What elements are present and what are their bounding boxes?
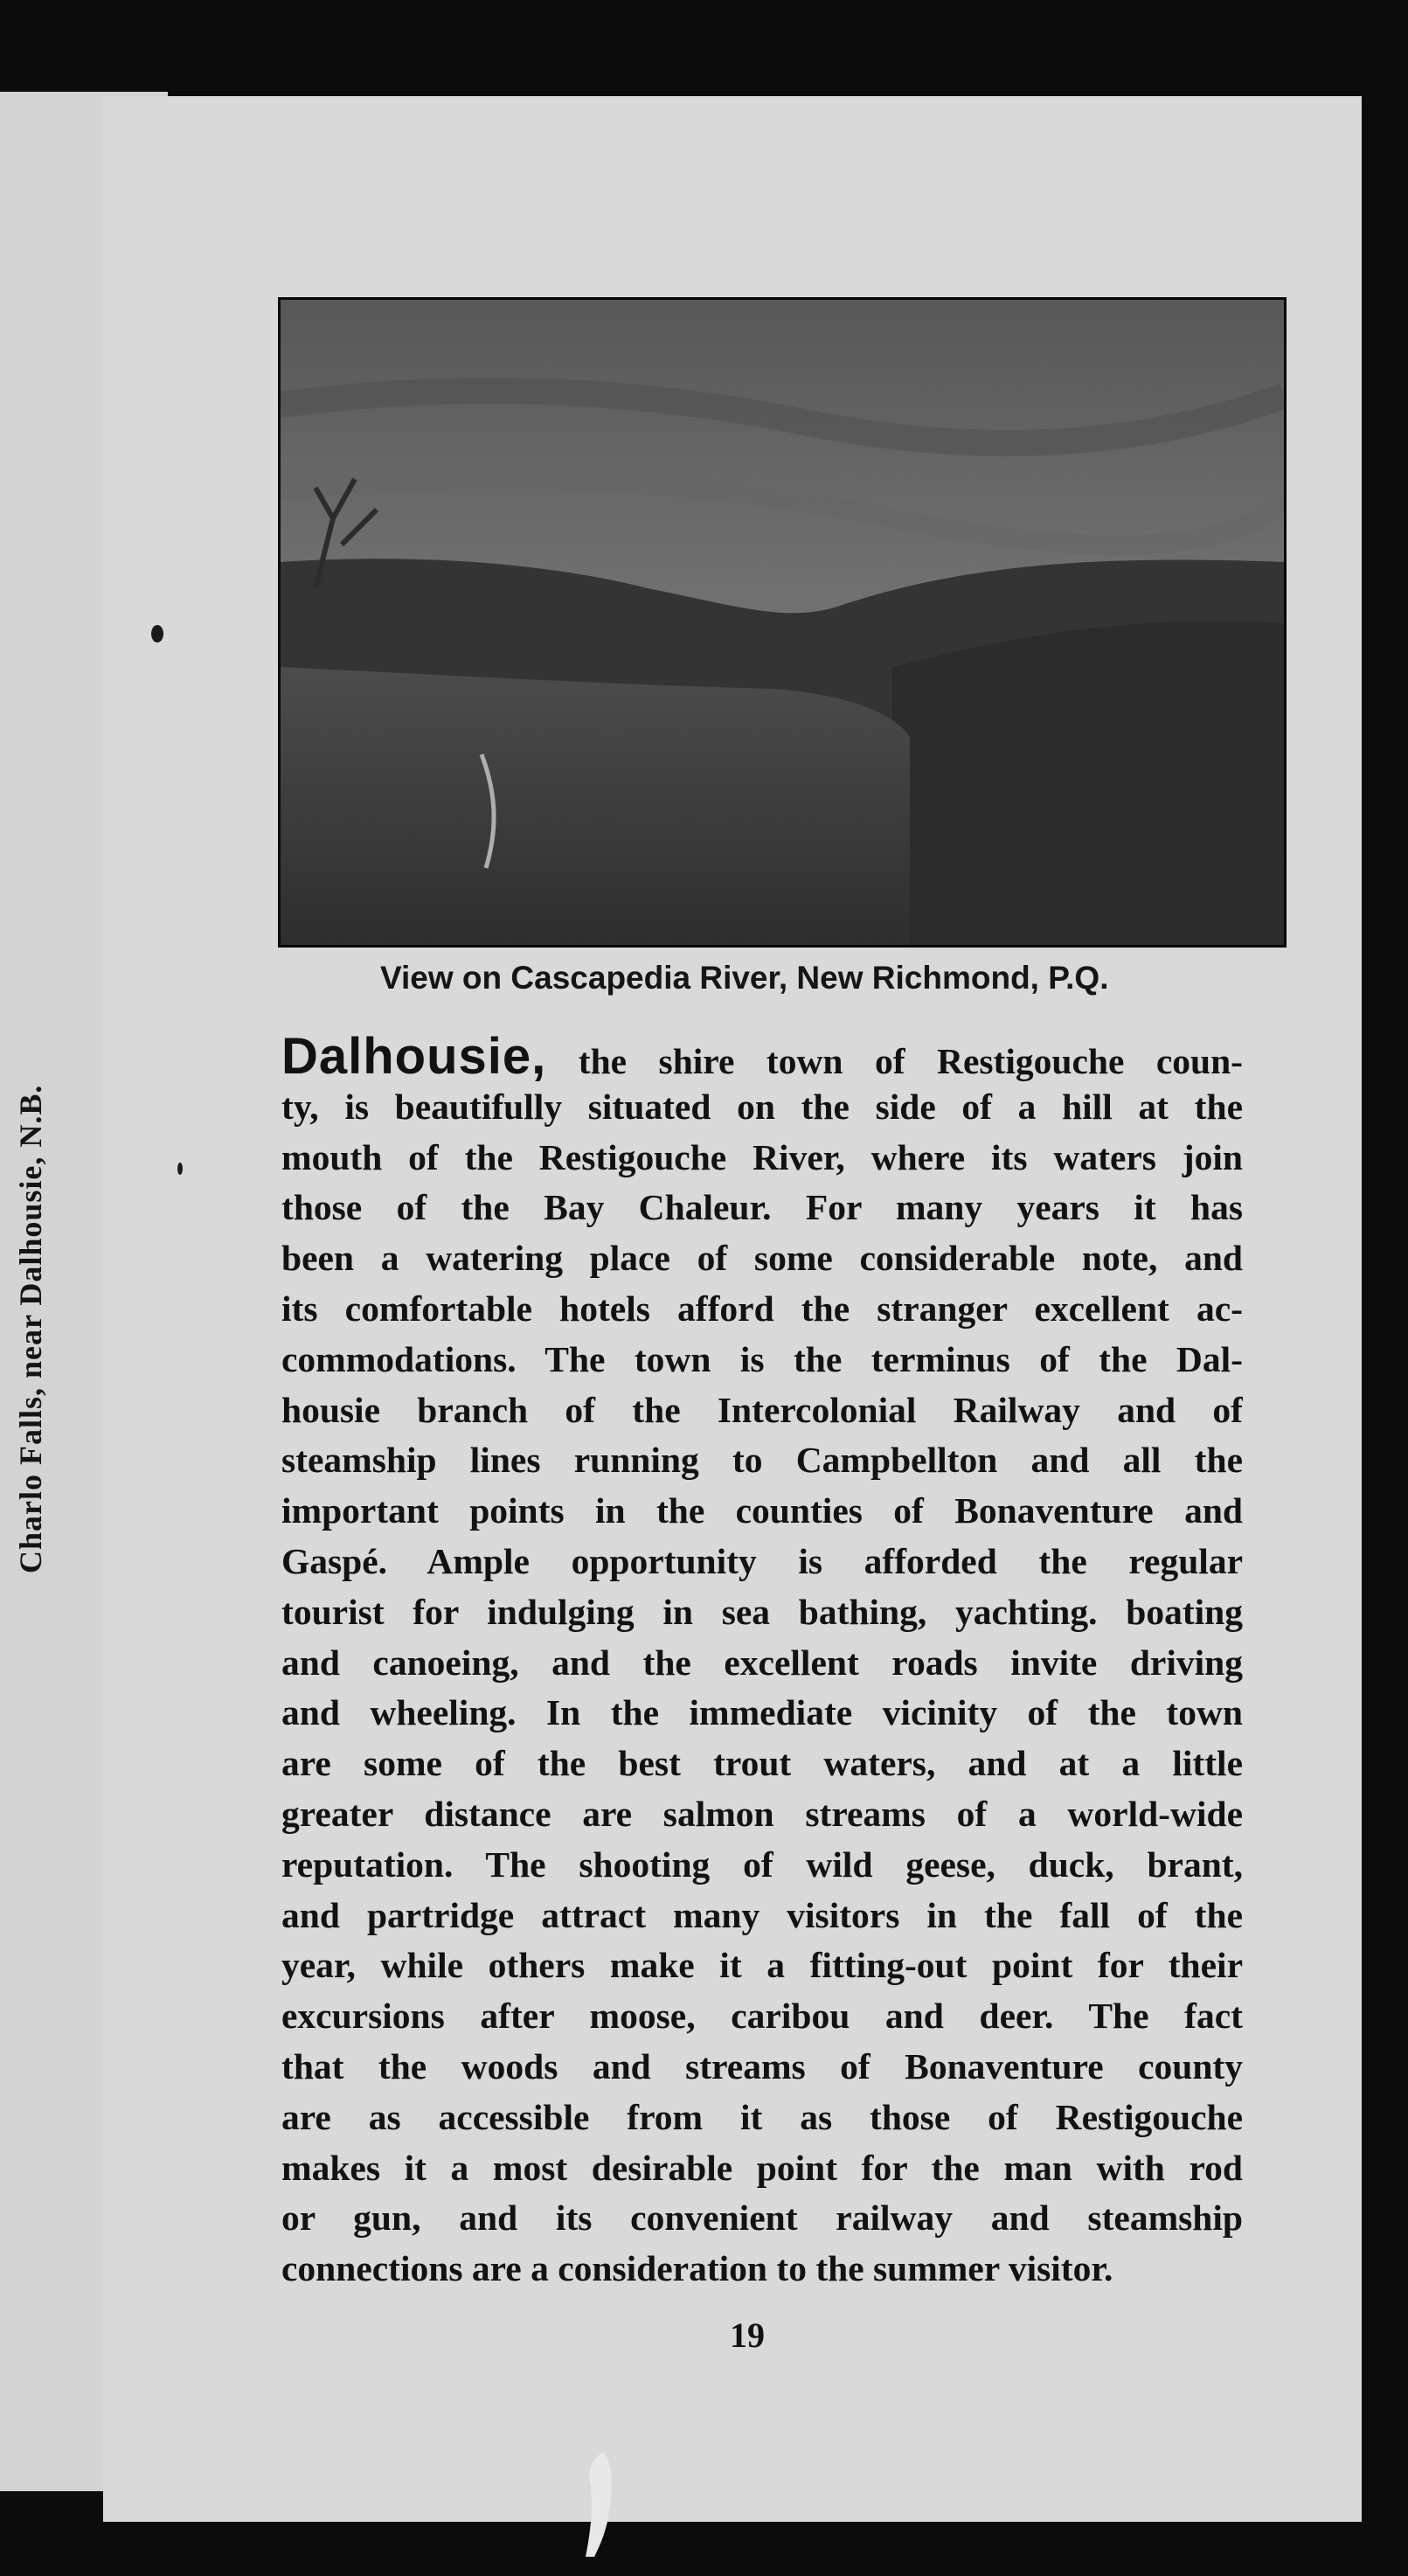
paragraph-line: those of the Bay Chaleur. For many years it has xyxy=(281,1187,1243,1228)
paragraph-line xyxy=(281,1031,1243,1082)
paragraph-line: are as accessible from it as those of Restigouche xyxy=(281,2096,1243,2137)
paragraph-line: greater distance are salmon streams of a world-wide xyxy=(281,1793,1243,1834)
paragraph-line: and wheeling. In the immediate vicinity of the town xyxy=(281,1692,1243,1733)
paragraph-line: tourist for indulging in sea bathing, yachting. boating xyxy=(281,1591,1243,1632)
paragraph-line: are some of the best trout waters, and at a little xyxy=(281,1743,1243,1784)
paragraph-line: connections are a consideration to the summer visitor. xyxy=(281,2248,1113,2289)
page-number: 19 xyxy=(730,2316,765,2355)
paragraph-line: reputation. The shooting of wild geese, duck, brant, xyxy=(281,1843,1243,1885)
paragraph-line: that the woods and streams of Bonaventure county xyxy=(281,2045,1243,2086)
body-paragraph xyxy=(281,1031,1243,2295)
photo-caption: View on Cascapedia River, New Richmond, P.Q. xyxy=(380,960,1109,996)
paragraph-line: housie branch of the Intercolonial Railway and of xyxy=(281,1389,1243,1430)
paragraph-line: makes it a most desirable point for the man with rod xyxy=(281,2147,1243,2188)
paper-tear-mark xyxy=(577,2452,629,2557)
paragraph-line: mouth of the Restigouche River, where its waters join xyxy=(281,1136,1243,1177)
paragraph-line: been a watering place of some considerable note, and xyxy=(281,1238,1243,1279)
paragraph-line: ty, is beautifully situated on the side of a hill at the xyxy=(281,1086,1243,1127)
side-caption: Charlo Falls, near Dalhousie, N.B. xyxy=(13,1084,48,1573)
first-line-rest: the shire town of Restigouche coun- xyxy=(578,1041,1243,1081)
paragraph-line: steamship lines running to Campbellton and all the xyxy=(281,1440,1243,1481)
paragraph-line: excursions after moose, caribou and deer. The fact xyxy=(281,1996,1243,2037)
paragraph-line: important points in the counties of Bonaventure and xyxy=(281,1490,1243,1531)
paragraph-line: and partridge attract many visitors in the fall of the xyxy=(281,1894,1243,1935)
paragraph-line: Gaspé. Ample opportunity is afforded the regular xyxy=(281,1540,1243,1581)
lead-word: Dalhousie, xyxy=(281,1031,547,1082)
paragraph-line: year, while others make it a fitting-out point for their xyxy=(281,1945,1243,1986)
ink-speck xyxy=(151,625,163,642)
paragraph-line: or gun, and its convenient railway and steamship xyxy=(281,2198,1243,2239)
paragraph-line: its comfortable hotels afford the stranger excellent ac- xyxy=(281,1288,1243,1329)
paragraph-line: and canoeing, and the excellent roads invite driving xyxy=(281,1642,1243,1683)
ink-speck xyxy=(177,1163,183,1175)
river-landscape-photo-icon xyxy=(278,297,1287,948)
paragraph-line: commodations. The town is the terminus of the Dal- xyxy=(281,1338,1243,1379)
